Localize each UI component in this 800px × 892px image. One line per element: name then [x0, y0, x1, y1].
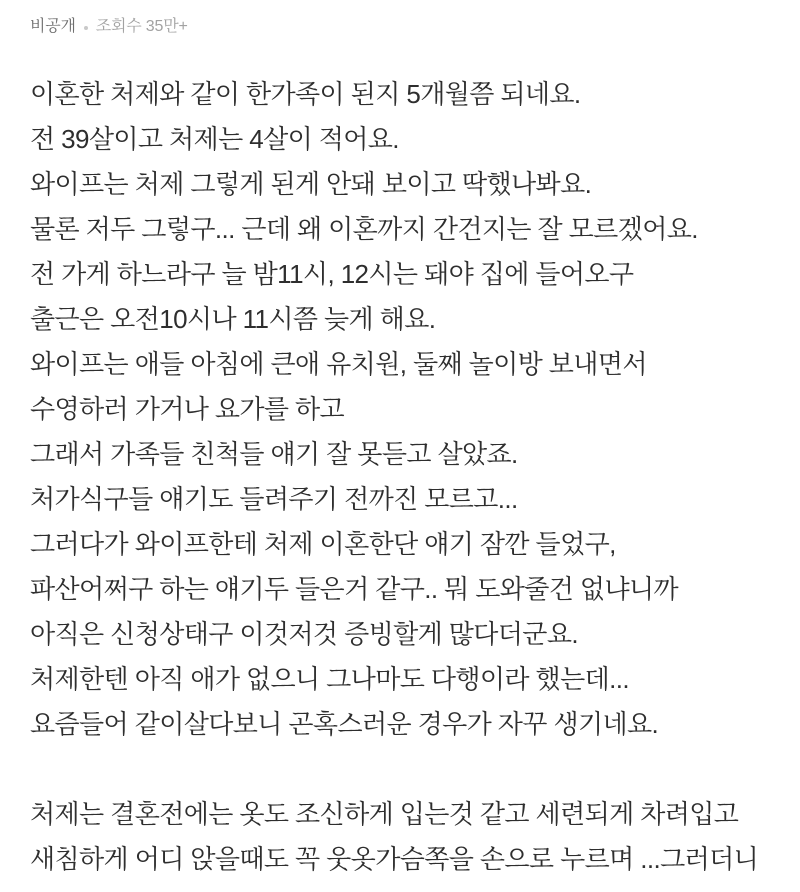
post-line: 전 39살이고 처제는 4살이 적어요.	[30, 124, 399, 154]
dot-separator-icon	[84, 26, 88, 30]
post-line: 새침하게 어디 앉을때도 꼭 웃옷가슴쪽을 손으로 누르며 ...그러더니	[30, 844, 759, 874]
post-line: 처제한텐 아직 애가 없으니 그나마도 다행이라 했는데...	[30, 664, 629, 694]
post-line: 출근은 오전10시나 11시쯤 늦게 해요.	[30, 304, 436, 334]
post-line: 아직은 신청상태구 이것저것 증빙할게 많다더군요.	[30, 619, 578, 649]
post-paragraph-2	[30, 792, 790, 882]
post-line: 파산어쩌구 하는 얘기두 들은거 같구.. 뭐 도와줄건 없냐니까	[30, 574, 678, 604]
post-body	[0, 37, 800, 882]
post-line: 이혼한 처제와 같이 한가족이 된지 5개월쯤 되네요.	[30, 79, 581, 109]
post-line: 와이프는 애들 아침에 큰애 유치원, 둘째 놀이방 보내면서	[30, 349, 647, 379]
views-count: 조회수 35만+	[95, 18, 188, 35]
post-line: 전 가게 하느라구 늘 밤11시, 12시는 돼야 집에 들어오구	[30, 259, 634, 289]
post-line: 물론 저두 그렇구... 근데 왜 이혼까지 간건지는 잘 모르겠어요.	[30, 214, 698, 244]
post-line: 수영하러 가거나 요가를 하고	[30, 394, 345, 424]
post-meta-bar	[0, 0, 800, 37]
post-line: 처제는 결혼전에는 옷도 조신하게 입는것 같고 세련되게 차려입고	[30, 799, 739, 829]
privacy-label: 비공개	[30, 18, 76, 35]
post-line: 와이프는 처제 그렇게 된게 안돼 보이고 딱했나봐요.	[30, 169, 592, 199]
post-paragraph-1	[30, 72, 790, 747]
post-line: 처가식구들 얘기도 들려주기 전까진 모르고...	[30, 484, 518, 514]
post-line: 요즘들어 같이살다보니 곤혹스러운 경우가 자꾸 생기네요.	[30, 709, 659, 739]
post-line: 그러다가 와이프한테 처제 이혼한단 얘기 잠깐 들었구,	[30, 529, 616, 559]
post-line: 그래서 가족들 친척들 얘기 잘 못듣고 살았죠.	[30, 439, 518, 469]
